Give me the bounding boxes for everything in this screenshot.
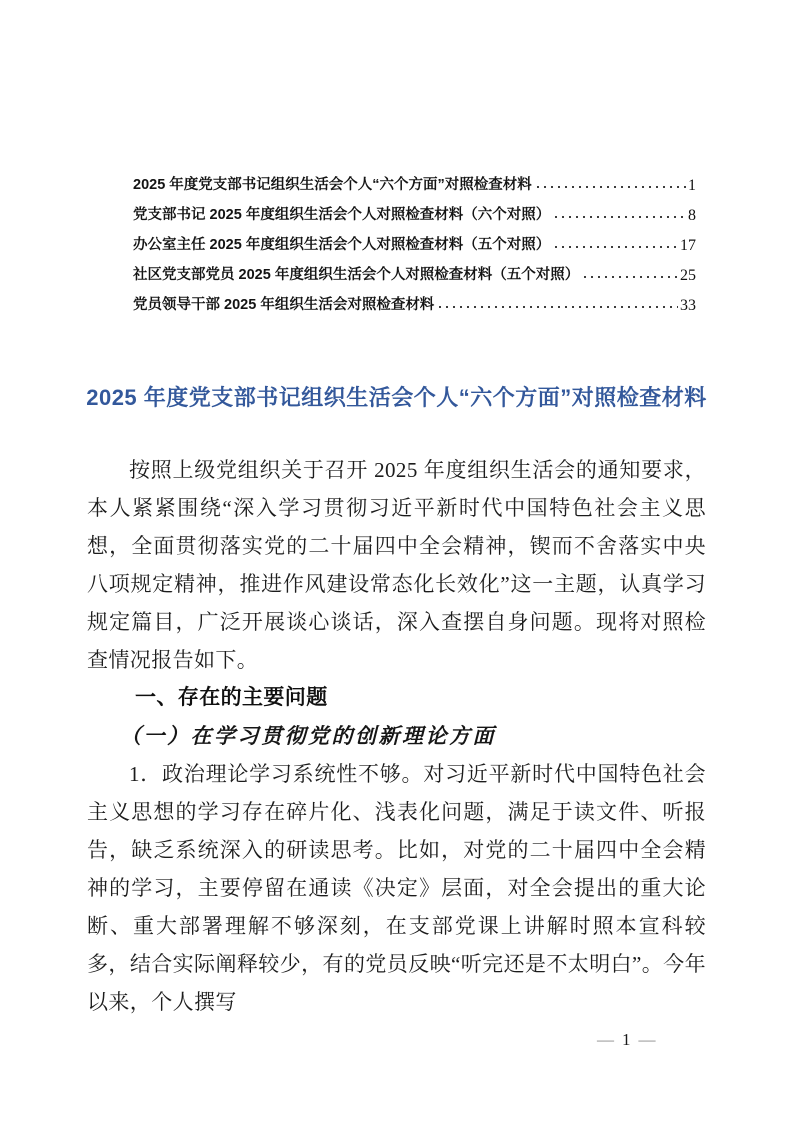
toc-entry[interactable] [133,286,696,316]
toc-entry-page: 33 [680,297,696,314]
page-number-value: 1 [622,1030,631,1049]
intro-paragraph: 按照上级党组织关于召开 2025 年度组织生活会的通知要求，本人紧紧围绕“深入学习贯彻习近平新时代中国特色社会主义思想，全面贯彻落实党的二十届四中全会精神，锲而不舍落实中央八项规定精神，推进作风建设常态化长效化”这一主题，认真学习规定篇目，广泛开展谈心谈话，深入查摆自身问题。现将对照检查情况报告如下。 [87,458,706,672]
subsection-heading: （一）在学习贯彻党的创新理论方面 [120,724,496,748]
toc-entry[interactable] [133,256,696,286]
page-number-dash-left: — [597,1030,614,1049]
toc-entry-label: 2025 年度党支部书记组织生活会个人“六个方面”对照检查材料 [133,177,532,193]
toc-entry[interactable] [133,166,696,196]
toc-entry-page: 1 [688,177,696,194]
page-number [597,1030,656,1050]
toc-leader-dots [439,306,678,308]
toc-leader-dots [537,186,686,188]
section-heading: 一、存在的主要问题 [135,686,328,709]
document-title: 2025 年度党支部书记组织生活会个人“六个方面”对照检查材料 [86,385,707,410]
page-number-dash-right: — [638,1030,656,1049]
document-body [87,451,706,1021]
toc-entry-label: 办公室主任 2025 年度组织生活会个人对照检查材料（五个对照） [133,237,551,253]
item-paragraph-1: 1．政治理论学习系统性不够。对习近平新时代中国特色社会主义思想的学习存在碎片化、浅表化问题，满足于读文件、听报告，缺乏系统深入的研读思考。比如，对党的二十届四中全会精神的学习，主要停留在通读《决定》层面，对全会提出的重大论断、重大部署理解不够深刻，在支部党课上讲解时照本宣科较多，结合实际阐释较少，有的党员反映“听完还是不太明白”。今年以来，个人撰写 [87,762,706,1014]
toc-entry-label: 党员领导干部 2025 年组织生活会对照检查材料 [133,297,435,313]
toc-entry-label: 社区党支部党员 2025 年度组织生活会个人对照检查材料（五个对照） [133,267,580,283]
toc-leader-dots [584,276,678,278]
toc-leader-dots [555,216,686,218]
toc-entry-page: 8 [688,207,696,224]
toc-entry[interactable] [133,196,696,226]
toc-entry-page: 17 [680,237,696,254]
toc-entry-page: 25 [680,267,696,284]
toc-leader-dots [555,246,678,248]
toc-entry[interactable] [133,226,696,256]
toc-entry-label: 党支部书记 2025 年度组织生活会个人对照检查材料（六个对照） [133,207,551,223]
table-of-contents [133,166,696,316]
